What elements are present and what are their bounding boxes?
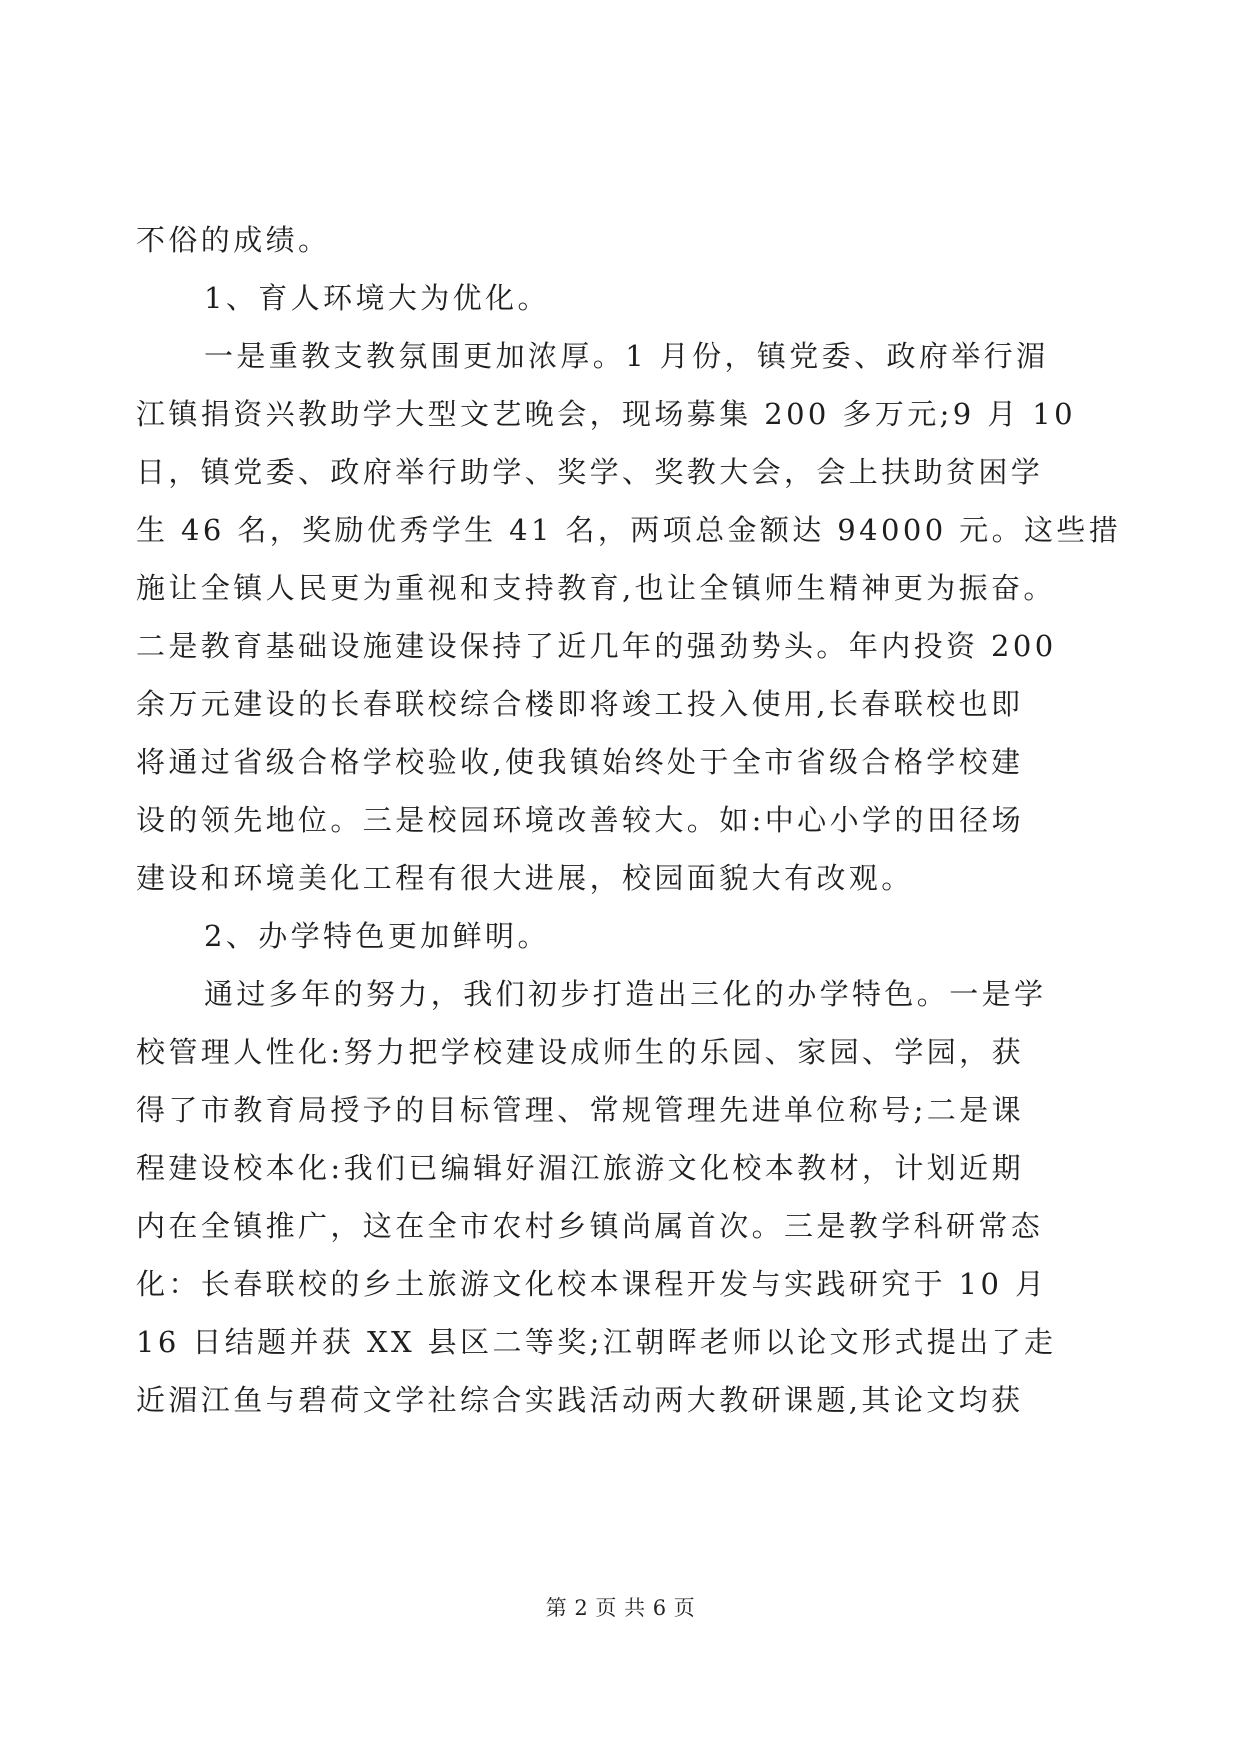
paragraph-line: 建设和环境美化工程有很大进展，校园面貌大有改观。 (136, 861, 914, 895)
paragraph-line: 生 46 名，奖励优秀学生 41 名，两项总金额达 94000 元。这些措 (136, 513, 1122, 547)
paragraph-line: 余万元建设的长春联校综合楼即将竣工投入使用,长春联校也即 (136, 687, 1024, 721)
paragraph-line: 施让全镇人民更为重视和支持教育,也让全镇师生精神更为振奋。 (136, 571, 1056, 605)
paragraph-line: 得了市教育局授予的目标管理、常规管理先进单位称号;二是课 (136, 1093, 1024, 1127)
paragraph-line: 程建设校本化:我们已编辑好湄江旅游文化校本教材，计划近期 (136, 1151, 1024, 1185)
paragraph-line: 一是重教支教氛围更加浓厚。1 月份，镇党委、政府举行湄 (204, 339, 1049, 373)
section-heading-line: 1、育人环境大为优化。 (204, 281, 550, 315)
paragraph-line: 近湄江鱼与碧荷文学社综合实践活动两大教研课题,其论文均获 (136, 1383, 1024, 1417)
paragraph-line: 江镇捐资兴教助学大型文艺晚会，现场募集 200 多万元;9 月 10 (136, 397, 1076, 431)
page-number-footer: 第 2 页 共 6 页 (545, 1596, 696, 1620)
paragraph-line: 不俗的成绩。 (136, 223, 331, 257)
paragraph-line: 二是教育基础设施建设保持了近几年的强劲势头。年内投资 200 (136, 629, 1057, 663)
paragraph-line: 校管理人性化:努力把学校建设成师生的乐园、家园、学园，获 (136, 1035, 1024, 1069)
document-body (136, 211, 1122, 1429)
paragraph-line: 通过多年的努力，我们初步打造出三化的办学特色。一是学 (204, 977, 1047, 1011)
paragraph-line: 将通过省级合格学校验收,使我镇始终处于全市省级合格学校建 (136, 745, 1024, 779)
paragraph-line: 16 日结题并获 XX 县区二等奖;江朝晖老师以论文形式提出了走 (136, 1325, 1057, 1359)
paragraph-line: 设的领先地位。三是校园环境改善较大。如:中心小学的田径场 (136, 803, 1024, 837)
section-heading-line: 2、办学特色更加鲜明。 (204, 919, 550, 953)
paragraph-line: 内在全镇推广，这在全市农村乡镇尚属首次。三是教学科研常态 (136, 1209, 1044, 1243)
paragraph-line: 日，镇党委、政府举行助学、奖学、奖教大会，会上扶助贫困学 (136, 455, 1044, 489)
paragraph-line: 化：长春联校的乡土旅游文化校本课程开发与实践研究于 10 月 (136, 1267, 1048, 1301)
